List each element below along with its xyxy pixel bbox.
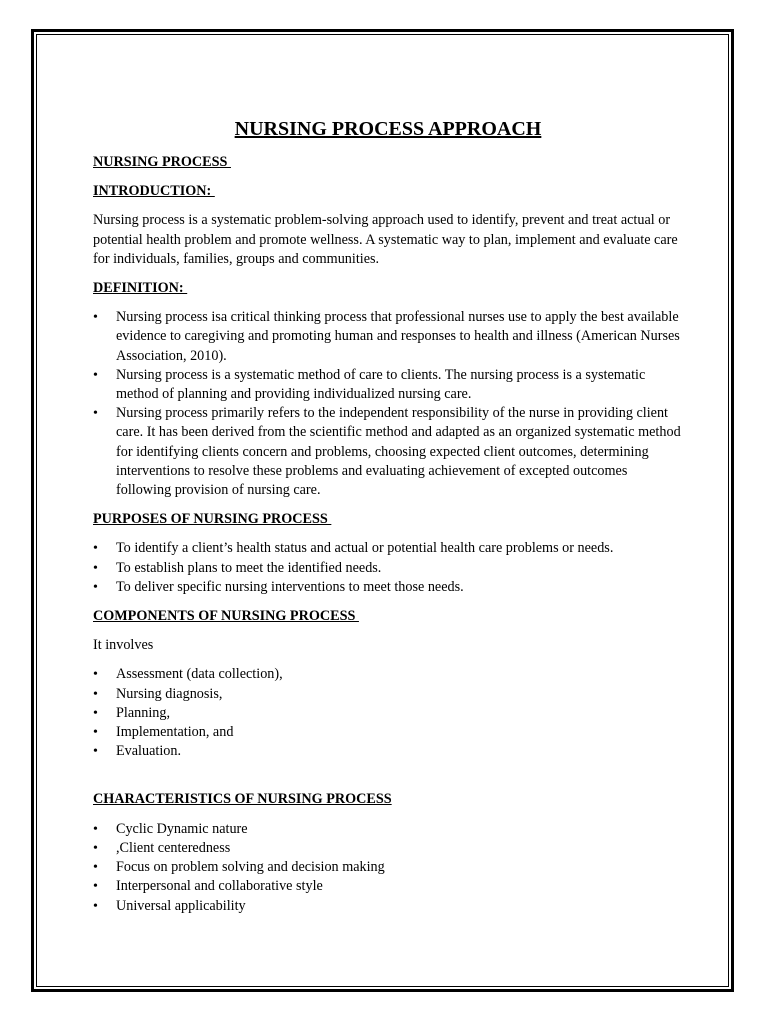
bullet-icon: • — [93, 541, 98, 557]
bullet-icon: • — [93, 579, 98, 595]
list-item — [93, 897, 683, 916]
list-item — [93, 839, 683, 858]
list-item — [93, 308, 683, 366]
list-item — [93, 404, 683, 500]
list-item — [93, 559, 683, 578]
definition-list — [93, 308, 683, 500]
components-intro: It involves — [93, 637, 154, 654]
introduction-paragraph: Nursing process is a systematic problem-solving approach used to identify, prevent and treat actual or potential health problem and promote wellness. A systematic way to plan, implement and evaluate care for individuals, families, groups and communities. — [93, 212, 678, 267]
list-item — [93, 704, 683, 723]
list-item-text: Nursing process is a systematic method of care to clients. The nursing process is a systematic method of planning and providing individualized nursing care. — [116, 366, 646, 403]
list-item — [93, 723, 683, 742]
list-item-text: Implementation, and — [116, 724, 234, 741]
list-item-text: To deliver specific nursing interventions to meet those needs. — [116, 578, 464, 595]
bullet-icon: • — [93, 686, 98, 702]
bullet-icon: • — [93, 725, 98, 741]
bullet-icon: • — [93, 560, 98, 576]
document-title: NURSING PROCESS APPROACH — [234, 118, 542, 140]
list-item — [93, 578, 683, 597]
components-list — [93, 665, 683, 761]
bullet-icon: • — [93, 705, 98, 721]
bullet-icon: • — [93, 667, 98, 683]
bullet-icon: • — [93, 367, 98, 383]
list-item-text: Planning, — [116, 704, 170, 721]
bullet-icon: • — [93, 406, 98, 422]
list-item — [93, 366, 683, 404]
heading-characteristics: CHARACTERISTICS OF NURSING PROCESS — [93, 791, 392, 808]
characteristics-list — [93, 820, 683, 916]
list-item — [93, 858, 683, 877]
list-item — [93, 820, 683, 839]
list-item-text: Nursing process isa critical thinking process that professional nurses use to apply the best available evidence to caregiving and promoting human and responses to health and illness (American Nurses Association, 2010). — [116, 309, 680, 364]
list-item — [93, 742, 683, 761]
list-item-text: To establish plans to meet the identified needs. — [116, 559, 382, 576]
bullet-icon: • — [93, 840, 98, 856]
heading-components: COMPONENTS OF NURSING PROCESS — [93, 608, 359, 625]
bullet-icon: • — [93, 898, 98, 914]
list-item-text: Focus on problem solving and decision making — [116, 859, 385, 876]
heading-nursing-process: NURSING PROCESS — [93, 154, 231, 170]
bullet-icon: • — [93, 744, 98, 760]
bullet-icon: • — [93, 821, 98, 837]
section-spacer — [93, 771, 683, 790]
list-item-text: To identify a client’s health status and actual or potential health care problems or needs. — [116, 540, 614, 557]
list-item-text: Assessment (data collection), — [116, 666, 283, 683]
list-item-text: Nursing diagnosis, — [116, 685, 223, 702]
bullet-icon: • — [93, 310, 98, 326]
bullet-icon: • — [93, 860, 98, 876]
heading-introduction: INTRODUCTION: — [93, 183, 215, 200]
list-item-text: ,Client centeredness — [116, 839, 231, 856]
list-item-text: Cyclic Dynamic nature — [116, 820, 248, 837]
heading-definition: DEFINITION: — [93, 280, 188, 297]
list-item-text: Evaluation. — [116, 743, 182, 760]
list-item-text: Universal applicability — [116, 897, 246, 914]
list-item-text: Interpersonal and collaborative style — [116, 878, 323, 895]
list-item — [93, 665, 683, 684]
list-item — [93, 539, 683, 558]
purposes-list — [93, 539, 683, 597]
bullet-icon: • — [93, 879, 98, 895]
heading-purposes: PURPOSES OF NURSING PROCESS — [93, 511, 332, 528]
list-item — [93, 685, 683, 704]
document-body — [93, 116, 683, 926]
list-item-text: Nursing process primarily refers to the independent responsibility of the nurse in providing client care. It has been derived from the scientific method and adapted as an organized systematic method for identifying clients concern and problems, choosing expected client outcomes, determining interventions to resolve these problems and evaluating achievement of excepted outcomes following provision of nursing care. — [116, 405, 681, 499]
list-item — [93, 877, 683, 896]
